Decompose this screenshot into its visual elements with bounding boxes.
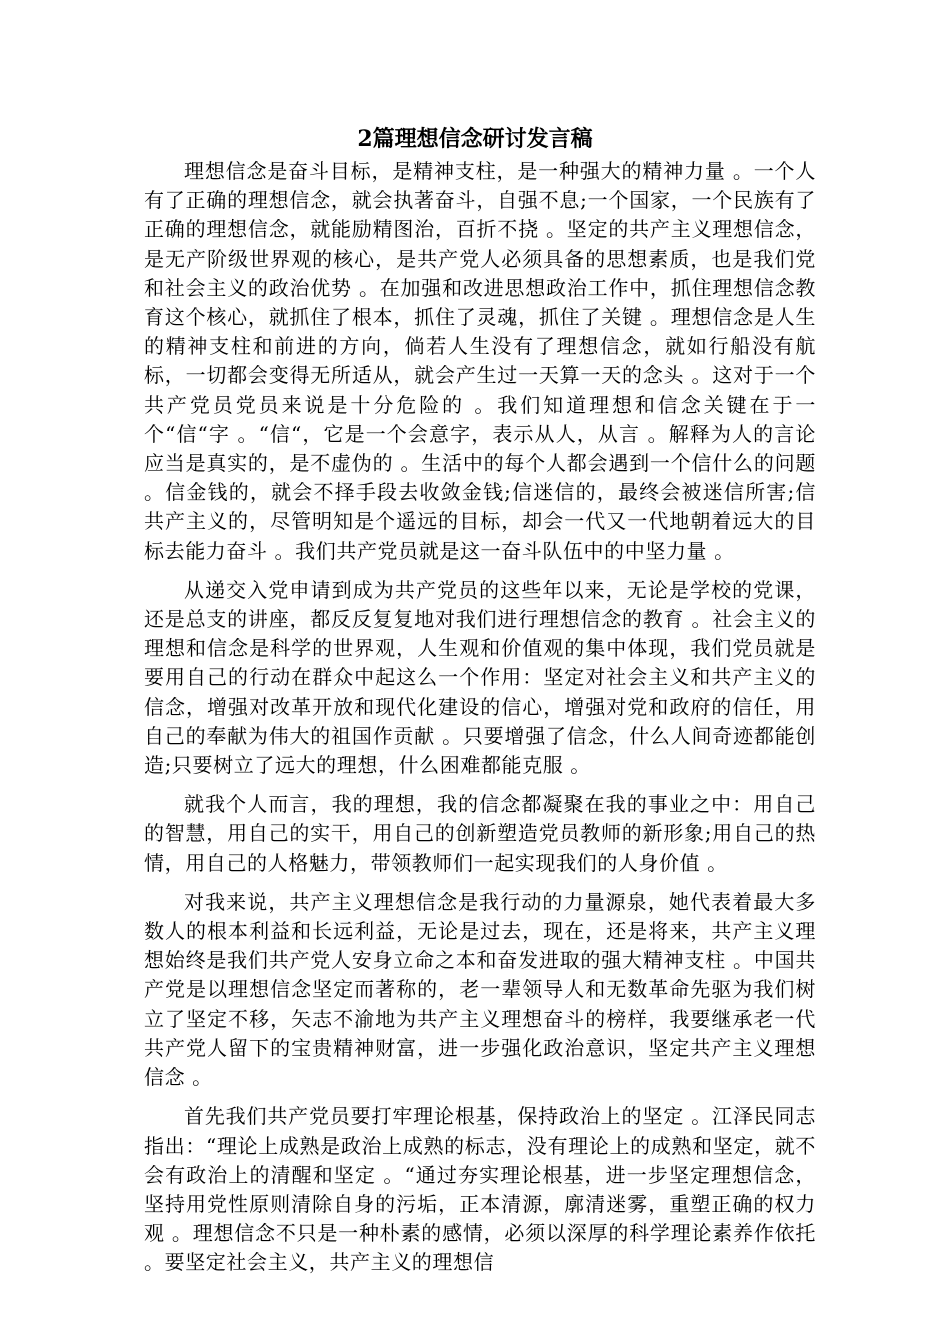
paragraph-2: 从递交入党申请到成为共产党员的这些年以来，无论是学校的党课，还是总支的讲座，都反反复复地对我们进行理想信念的教育 。社会主义的理想和信念是科学的世界观，人生观和价值观的集中体现，我们党员就是要用自己的行动在群众中起这么一个作用：坚定对社会主义和共产主义的信念，增强对改革开放和现代化建设的信心，增强对党和政府的信任，用自己的奉献为伟大的祖国作贡献 。只要增强了信念，什么人间奇迹都能创造;只要树立了远大的理想，什么困难都能克服 。 [144,577,816,778]
paragraph-4: 对我来说，共产主义理想信念是我行动的力量源泉，她代表着最大多数人的根本利益和长远利益，无论是过去，现在，还是将来，共产主义理想始终是我们共产党人安身立命之本和奋发进取的强大精神支柱 。中国共产党是以理想信念坚定而著称的，老一辈领导人和无数革命先驱为我们树立了坚定不移，矢志不渝地为共产主义理想奋斗的榜样，我要继承老一代共产党人留下的宝贵精神财富，进一步强化政治意识，坚定共产主义理想信念 。 [144,889,816,1090]
document-title: 2篇理想信念研讨发言稿 [357,126,593,152]
document-body [144,157,816,1288]
paragraph-1: 理想信念是奋斗目标，是精神支柱，是一种强大的精神力量 。一个人有了正确的理想信念，就会执著奋斗，自强不息;一个国家，一个民族有了正确的理想信念，就能励精图治，百折不挠 。坚定的共产主义理想信念，是无产阶级世界观的核心，是共产党人必须具备的思想素质，也是我们党和社会主义的政治优势 。在加强和改进思想政治工作中，抓住理想信念教育这个核心，就抓住了根本，抓住了灵魂，抓住了关键 。理想信念是人生的精神支柱和前进的方向，倘若人生没有了理想信念，就如行船没有航标，一切都会变得无所适从，就会产生过一天算一天的念头 。这对于一个共产党员党员来说是十分危险的 。我们知道理想和信念关键在于一个“信“字 。“信“，它是一个会意字，表示从人，从言 。解释为人的言论应当是真实的，是不虚伪的 。生活中的每个人都会遇到一个信什么的问题 。信金钱的，就会不择手段去收敛金钱;信迷信的，最终会被迷信所害;信共产主义的，尽管明知是个遥远的目标，却会一代又一代地朝着远大的目标去能力奋斗 。我们共产党员就是这一奋斗队伍中的中坚力量 。 [144,159,816,563]
paragraph-5: 首先我们共产党员要打牢理论根基，保持政治上的坚定 。江泽民同志指出：“理论上成熟是政治上成熟的标志，没有理论上的成熟和坚定，就不会有政治上的清醒和坚定 。“通过夯实理论根基，进一步坚定理想信念，坚持用党性原则清除自身的污垢，正本清源，廓清迷雾，重塑正确的权力观 。理想信念不只是一种朴素的感情，必须以深厚的科学理论素养作依托 。要坚定社会主义，共产主义的理想信 [144,1104,816,1275]
paragraph-3: 就我个人而言，我的理想，我的信念都凝聚在我的事业之中：用自己的智慧，用自己的实干，用自己的创新塑造党员教师的新形象;用自己的热情，用自己的人格魅力，带领教师们一起实现我们的人身价值 。 [144,792,816,875]
